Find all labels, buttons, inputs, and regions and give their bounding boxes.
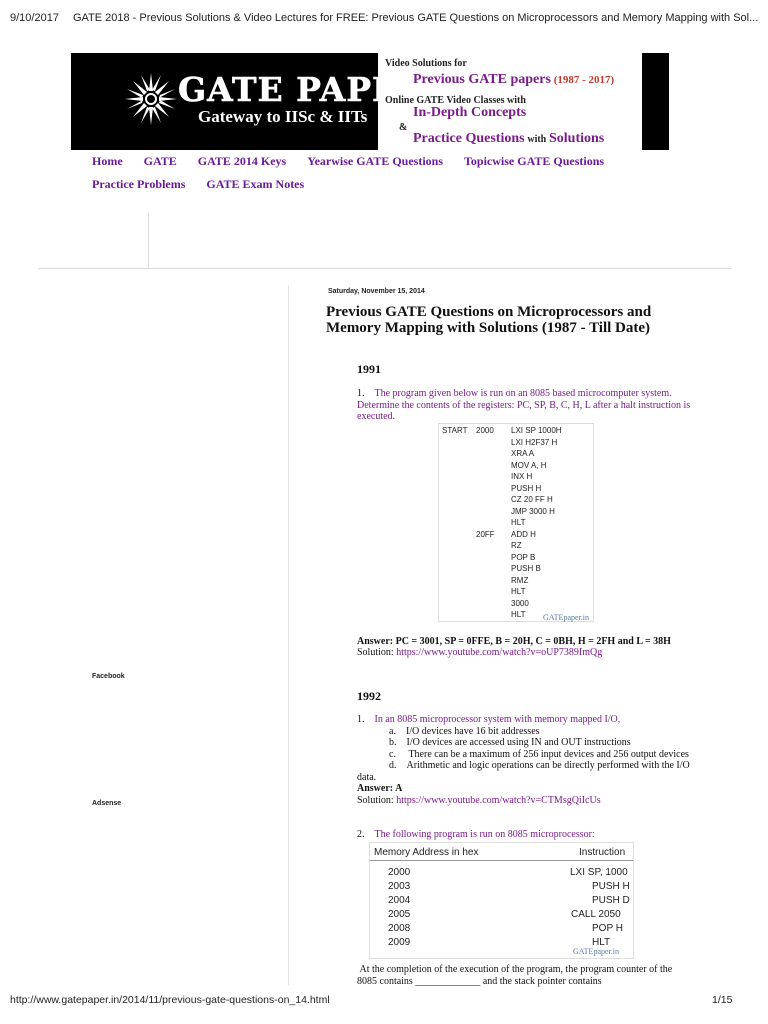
promo-line5: &: [399, 122, 408, 133]
question-text: The program given below is run on an 8085 based microcomputer system. Determine the contents of the registers: PC, SP, B, C, H, L after a halt instruction is executed.: [357, 388, 691, 422]
question-1992-1: [357, 714, 691, 806]
table-cell-address: 2008: [388, 923, 411, 934]
table-row: CZ 20 FF H: [511, 495, 553, 504]
table-row: HLT: [511, 610, 526, 619]
nav-topicwise-questions[interactable]: Topicwise GATE Questions: [464, 154, 605, 168]
table-row: POP B: [511, 552, 536, 562]
promo-years: (1987 - 2017): [553, 74, 615, 86]
table-cell-instruction: HLT: [592, 937, 611, 948]
promo-line6-with: with: [527, 134, 547, 145]
table-cell-instruction: CALL 2050: [571, 909, 621, 920]
table-row: MOV A, H: [511, 460, 547, 470]
table-cell-address: 2009: [388, 937, 411, 948]
table-cell-instruction: PUSH D: [592, 895, 630, 906]
answer-1991-1: Answer: PC = 3001, SP = 0FFE, B = 20H, C = 0BH, H = 2FH and L = 38H: [357, 636, 671, 647]
table-cell-address: 2005: [388, 909, 411, 920]
solution-label: Solution:: [357, 647, 394, 658]
program-table-1992: [369, 842, 634, 959]
table-header-instruction: Instruction: [579, 847, 626, 858]
nav-home[interactable]: Home: [92, 154, 123, 168]
year-heading-1992: 1992: [357, 689, 381, 703]
table-header-rule: [370, 860, 633, 861]
promo-line4: In-Depth Concepts: [413, 105, 527, 120]
post-date: Saturday, November 15, 2014: [328, 288, 425, 295]
sidebar-adsense-label: Adsense: [92, 800, 122, 807]
nav-row-1: [92, 154, 625, 169]
logo-subtitle: Gateway to IISc & IITs: [198, 107, 368, 126]
table-row: RZ: [511, 541, 522, 550]
logo-title: GATE PAPER: [178, 70, 427, 109]
year-heading-1991: 1991: [357, 362, 381, 376]
solution-1992-1: [357, 795, 691, 807]
nav-exam-notes[interactable]: GATE Exam Notes: [206, 177, 305, 191]
table-row: HLT: [511, 518, 526, 527]
table-row: LXI H2F37 H: [511, 437, 558, 447]
table-cell-instruction: POP H: [592, 923, 623, 934]
question-1992-2: [357, 829, 691, 841]
promo-line2: Previous GATE papers: [413, 72, 551, 87]
solution-link[interactable]: https://www.youtube.com/watch?v=oUP7389ImQg: [396, 647, 603, 658]
table-row: XRA A: [511, 449, 535, 458]
header-divider-vertical: [148, 213, 149, 268]
promo-line3: Online GATE Video Classes with: [385, 95, 526, 106]
promo-line6-end: Solutions: [549, 131, 605, 146]
print-header: [10, 12, 758, 24]
table-row: PUSH B: [511, 564, 541, 573]
table-row: 20FF ADD H: [476, 529, 536, 539]
nav-gate[interactable]: GATE: [143, 154, 177, 168]
print-date: 9/10/2017: [10, 12, 59, 24]
question-1991-1: [357, 388, 691, 423]
table-cell-address: 2003: [388, 881, 411, 892]
table-row: INX H: [511, 472, 533, 481]
print-footer-url: http://www.gatepaper.in/2014/11/previous-gate-questions-on_14.html: [10, 994, 330, 1006]
question-text: The following program is run on 8085 microprocessor:: [374, 829, 595, 840]
nav-gate-2014-keys[interactable]: GATE 2014 Keys: [197, 154, 287, 168]
solution-label: Solution:: [357, 794, 394, 806]
table-row: 3000: [511, 598, 529, 608]
star-burst-icon: [124, 72, 178, 126]
table-row: START 2000 LXI SP 1000H: [442, 426, 562, 435]
nav-row-2: [92, 177, 325, 192]
nav-practice-problems[interactable]: Practice Problems: [92, 177, 186, 191]
table-header-address: Memory Address in hex: [374, 847, 479, 858]
sidebar-facebook-label: Facebook: [92, 673, 125, 680]
option-b: b. I/O devices are accessed using IN and OUT instructions: [389, 737, 631, 748]
table-cell-instruction: LXI SP, 1000: [570, 867, 628, 878]
post-title[interactable]: Previous GATE Questions on Microprocessors and Memory Mapping with Solutions (1987 - Till Date): [326, 304, 652, 336]
option-c: c. There can be a maximum of 256 input devices and 256 output devices: [389, 748, 689, 760]
question-number: 2.: [357, 829, 365, 840]
nav-yearwise-questions[interactable]: Yearwise GATE Questions: [307, 154, 444, 168]
table-row: HLT: [511, 587, 526, 596]
question-text: In an 8085 microprocessor system with memory mapped I/O,: [374, 714, 621, 725]
sidebar-divider: [288, 285, 289, 985]
table-cell-address: 2000: [388, 867, 411, 878]
option-d: d. Arithmetic and logic operations can be directly performed with the I/O data.: [357, 760, 690, 783]
table-cell-instruction: PUSH H: [592, 881, 630, 892]
program-table-1991: [438, 423, 594, 622]
table-row: PUSH H: [511, 483, 542, 493]
table-row: RMZ: [511, 575, 529, 585]
question-1992-2-followup: At the completion of the execution of the program, the program counter of the 8085 contains _____________ and the stack pointer contains: [357, 964, 673, 987]
solution-1991-1: [357, 647, 602, 658]
watermark: GATEpaper.in: [573, 947, 619, 956]
table-row: JMP 3000 H: [511, 506, 555, 516]
solution-link[interactable]: https://www.youtube.com/watch?v=CTMsgQiIcUs: [396, 794, 601, 806]
promo-block[interactable]: [385, 57, 640, 147]
print-page-title: GATE 2018 - Previous Solutions & Video Lectures for FREE: Previous GATE Questions on Microprocessors and Memory Mapping with Sol...: [72, 12, 759, 24]
question-number: 1.: [357, 388, 365, 399]
table-cell-address: 2004: [388, 895, 411, 906]
print-page-count: 1/15: [712, 994, 733, 1006]
promo-line6: Practice Questions: [413, 131, 525, 146]
watermark: GATEpaper.in: [543, 613, 589, 622]
option-a: a. I/O devices have 16 bit addresses: [389, 725, 540, 737]
promo-line1: Video Solutions for: [385, 58, 467, 69]
question-number: 1.: [357, 714, 365, 725]
answer-1992-1: Answer: A: [357, 783, 403, 794]
banner-right-bar: [642, 53, 669, 150]
header-divider: [38, 268, 732, 269]
